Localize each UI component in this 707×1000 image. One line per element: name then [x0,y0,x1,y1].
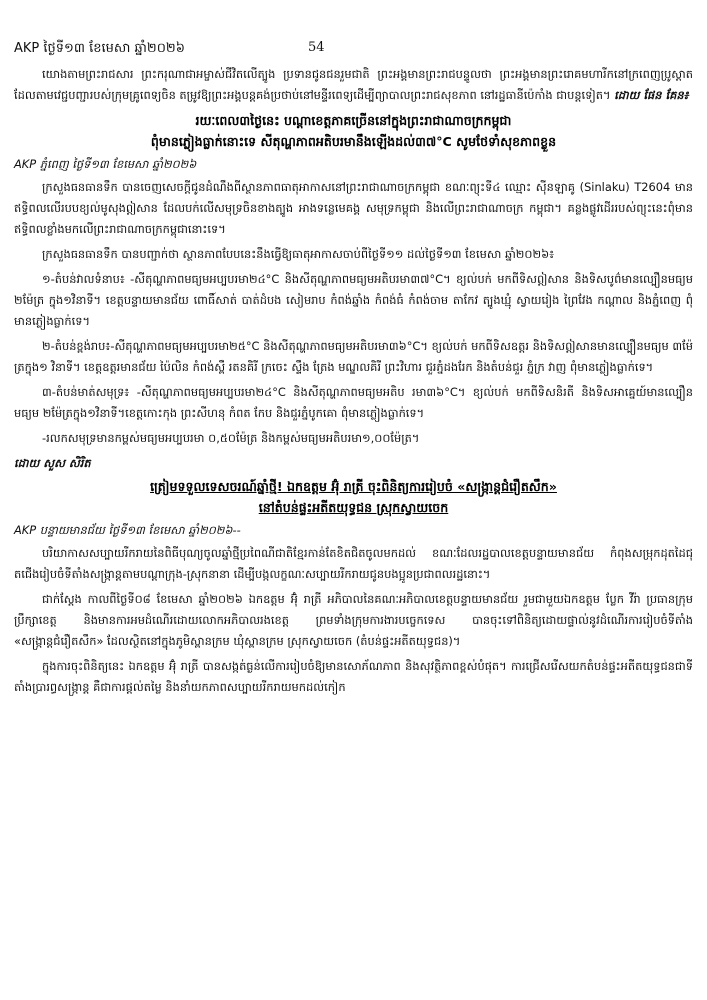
article2-headline-line2: ពុំមានភ្លៀងធ្លាក់នោះទេ សីតុណ្ហភាពអតិបរមានឹងឡើងដល់៣៧°C សូមថែទាំសុខភាពខ្លួន [150,134,557,149]
article2-item-plateau: ២-តំបន់ខ្ពង់រាប៖-សីតុណ្ហភាពមធ្យមអប្បបរមា២៥°C និងសីតុណ្ហភាពមធ្យមអតិបរមា៣៦°C។ ខ្យល់បក់ មកពីទិសឧត្តរ និងទិសឦសានមានល្បឿនមធ្យម ៣ម៉ែត្រក្នុង១ វិនាទី។ ខេត្តឧត្តរមានជ័យ ប៉ៃលិន កំពង់ស្ពឺ រតនគិរី ក្រចេះ ស្ទឹង ត្រែង មណ្ឌលគិរី ព្រះវិហារ ជួរភ្នំដងរែក និងតំបន់ជួរ ភ្នំក្រ វាញ ពុំមានភ្លៀងធ្លាក់ទេ។ [14,339,693,374]
article3-headline-line1: ត្រៀមទទួលទេសចរណ៍ឆ្នាំថ្មី! ឯកឧត្តម អ៊ុំ រាត្រី ចុះពិនិត្យការរៀបចំ «សង្ក្រាន្តជំរឿតសឹក» [150,479,557,494]
running-header: AKP ថ្ងៃទី១៣ ខែមេសា ឆ្នាំ២០២៦ [14,41,185,56]
article3-paragraph-2: ជាក់ស្តែង កាលពីថ្ងៃទី០៨ ខែមេសា ឆ្នាំ២០២៦ ឯកឧត្តម អ៊ុំ រាត្រី អភិបាលនៃគណៈអភិបាលខេត្តបន្ទាយមានជ័យ រួមជាមួយឯកឧត្តម ប្លែក វីរ៉ា ប្រធានក្រុមប្រឹក្សាខេត្ត និងមានការអមដំណើរដោយលោកអភិបាលរងខេត្ត ព្រមទាំងក្រុមការងារបច្ចេកទេស បានចុះទៅពិនិត្យដោយផ្ទាល់នូវដំណើរការរៀបចំទីតាំង «សង្ក្រាន្តជំរឿតសឹក» ដែលស្ថិតនៅក្នុងភូមិស្ពានក្រម ឃុំស្ពានក្រម ស្រុកស្វាយចេក (តំបន់ផ្ទះអតីតយុទ្ធជន)។ [14,592,693,648]
article3-paragraph-1: បរិយាកាសសប្បាយរីករាយនៃពិធីបុណ្យចូលឆ្នាំថ្មីប្រពៃណីជាតិខ្មែរកាន់តែខិតជិតចូលមកដល់ ខណៈដែលរដ្ឋបាលខេត្តបន្ទាយមានជ័យ កំពុងសម្រុកដុតដៃជុតជើងរៀបចំទីតាំងសង្ក្រាន្តតាមបណ្តាក្រុង-ស្រុកនានា ដើម្បីបង្កលក្ខណៈសប្បាយរីករាយជូនបងប្អូនប្រជាពលរដ្ឋនោះ។ [14,546,693,581]
article3-headline-line2: នៅតំបន់ផ្ទះអតីតយុទ្ធជន ស្រុកស្វាយចេក [258,500,449,515]
article3-paragraph-3: ក្នុងការចុះពិនិត្យនេះ ឯកឧត្តម អ៊ុំ រាត្រី បានសង្កត់ធ្ងន់លើការរៀបចំឱ្យមានសោភ័ណភាព និងសុវត្ថិភាពខ្ពស់បំផុត។ ការជ្រើសរើសយកតំបន់ផ្ទះអតីតយុទ្ធជនជាទីតាំងប្រារព្ធសង្ក្រាន្ត គឺជាការផ្តល់តម្លៃ និងនាំយកភាពសប្បាយរីករាយមកដល់កៀក [14,659,693,694]
article2-byline: ដោយ សួស សិរិត [14,456,91,470]
page-content [14,64,693,702]
article1-byline: ដោយ ផែន គែន៖ [614,88,689,102]
article2-dateline: AKP ភ្នំពេញ ថ្ងៃទី១៣ ខែមេសា ឆ្នាំ២០២៦ [14,157,197,171]
article1-lead-text: យោងតាមព្រះរាជសារ ព្រះករុណាជាអម្ចាស់ជីវិតលើត្បូង ប្រទានជូនជនរួមជាតិ ព្រះអង្គមានព្រះរាជបន្ទូលថា ព្រះអង្គមានព្រះរោគមហារីកនៅក្រពេញប្រូស្តាត ដែលតាមវេជ្ជបញ្ជារបស់ក្រុមគ្រូពេទ្យចិន តម្រូវឱ្យព្រះអង្គបន្តគង់ប្រថាប់នៅមន្ទីរពេទ្យដើម្បីព្យាបាលព្រះរាជសុខភាព នៅរដ្ឋធានីប៉េកាំង ជាបន្តទៀត។ [14,67,693,102]
article2-paragraph-2: ក្រសួងធនធានទឹក បានបញ្ជាក់ថា ស្ថានភាពបែបនេះនឹងធ្វើឱ្យធាតុអាកាសចាប់ពីថ្ងៃទី១១ ដល់ថ្ងៃទី១៣ ខែមេសា ឆ្នាំ២០២៦៖ [42,247,555,261]
article2-paragraph-1: ក្រសួងធនធានទឹក បានចេញសេចក្តីជូនដំណឹងពីស្ថានភាពធាតុអាកាសនៅព្រះរាជាណាចក្រកម្ពុជា ខណៈព្យុះទី៤ ឈ្មោះ ស៊ីនឡាគូ (Sinlaku) T2604 មានឥទ្ធិពលលើរបបខ្យល់មូសុងឦសាន ដែលបក់លើសមុទ្រចិនខាងត្បូង អាងទន្លេមេគង្គ សមុទ្រកម្ពុជា និងលើព្រះរាជាណាចក្រ កម្ពុជា។ គន្លងផ្លូវដើររបស់ព្យុះនេះពុំមានឥទ្ធិពលខ្លាំងមកលើព្រះរាជាណាចក្រកម្ពុជានោះទេ។ [14,180,693,236]
article2-item-coastal: ៣-តំបន់មាត់សមុទ្រ៖ -សីតុណ្ហភាពមធ្យមអប្បបរមា២៤°C និងសីតុណ្ហភាពមធ្យមអតិប រមា៣៦°C។ ខ្យល់បក់ មកពីទិសនិរតី និងទិសអាគ្នេយ៍មានល្បឿនមធ្យម ២ម៉ែត្រក្នុង១វិនាទី។ខេត្តកោះកុង ព្រះសីហនុ កំពត កែប និងជួរភ្នំបូកគោ ពុំមានភ្លៀងធ្លាក់ទេ។ [14,385,693,420]
article2-sea-note: -រលកសមុទ្រមានកម្ពស់មធ្យមអប្បបរមា ០,៥០ម៉ែត្រ និងកម្ពស់មធ្យមអតិបរមា១,០០ម៉ែត្រ។ [42,431,420,445]
article1-lead-paragraph [14,64,693,106]
article3-dateline: AKP បន្ទាយមានជ័យ ថ្ងៃទី១៣ ខែមេសា ឆ្នាំ២០២៦-- [14,523,241,537]
article2-item-lowlands: ១-តំបន់វាលទំនាប៖ -សីតុណ្ហភាពមធ្យមអប្បបរមា២៤°C និងសីតុណ្ហភាពមធ្យមអតិបរមា៣៧°C។ ខ្យល់បក់ មកពីទិសឦសាន និងទិសបូព៌មានល្បឿនមធ្យម ២ម៉ែត្រ ក្នុង១វិនាទី។ ខេត្តបន្ទាយមានជ័យ ពោធិ៍សាត់ បាត់ដំបង សៀមរាប កំពង់ឆ្នាំង កំពង់ធំ កំពង់ចាម តាកែវ ត្បូងឃ្មុំ ស្វាយរៀង ព្រៃវែង កណ្ដាល និងភ្នំពេញ ពុំមានភ្លៀងធ្លាក់ទេ។ [14,272,693,328]
page-number: 54 [308,40,325,55]
article2-headline-line1: រយៈពេល៣ថ្ងៃនេះ បណ្តាខេត្តភាគច្រើននៅក្នុងព្រះរាជាណាចក្រកម្ពុជា [195,113,512,128]
